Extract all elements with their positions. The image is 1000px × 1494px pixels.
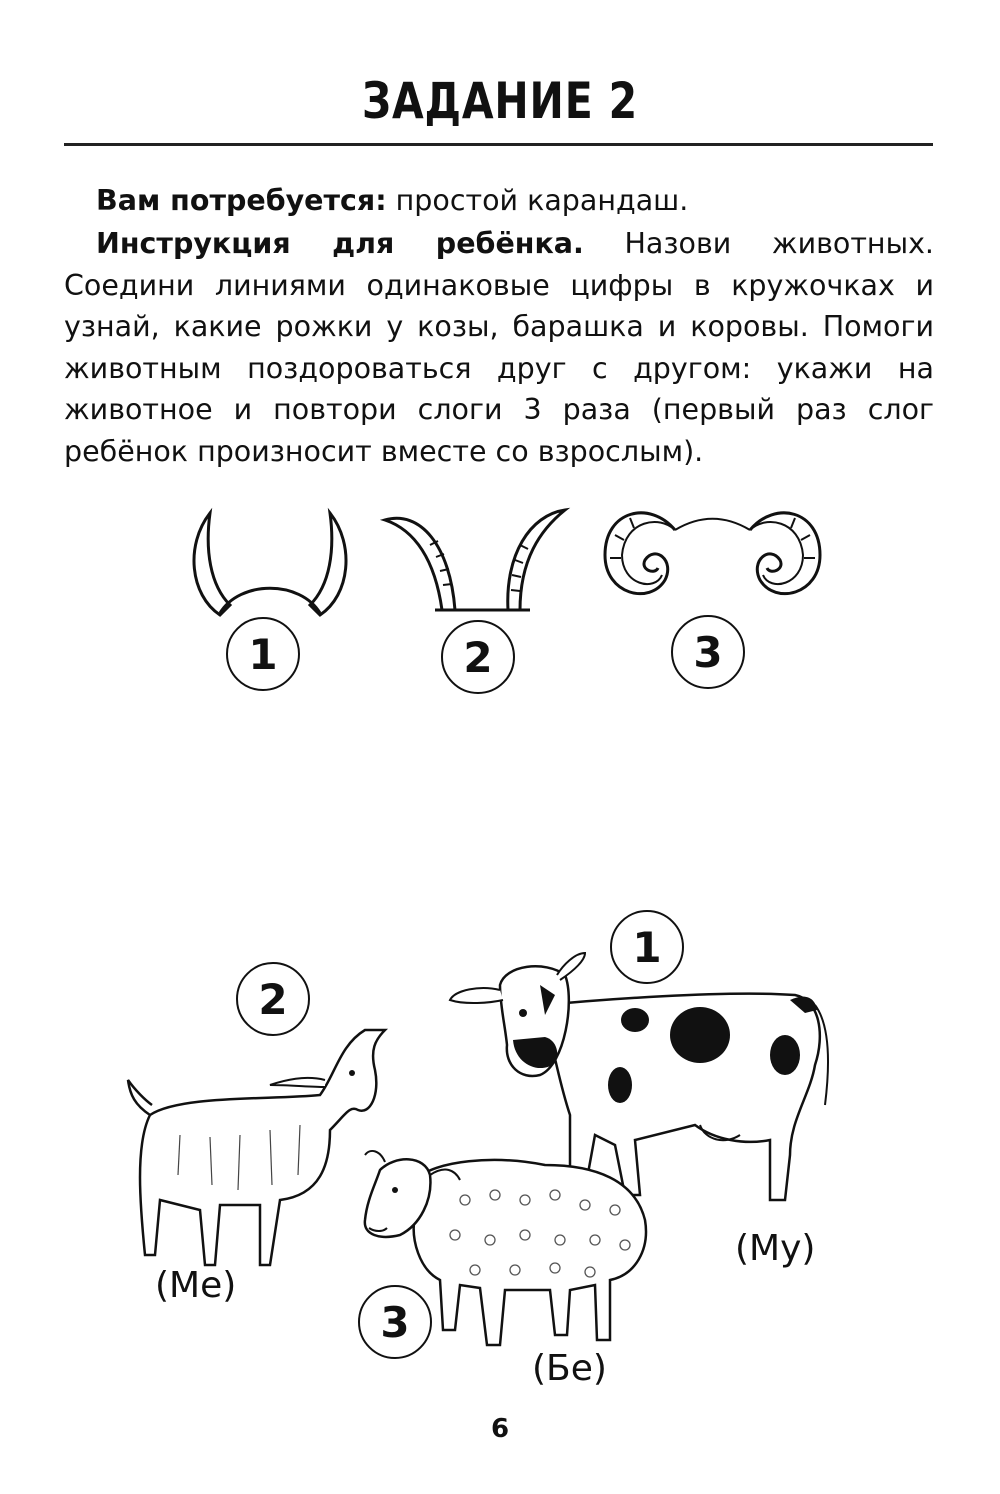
- cow-horns-icon: [180, 505, 360, 625]
- goat-icon: [120, 1025, 395, 1280]
- title-divider: [64, 143, 933, 146]
- needs-paragraph: [64, 180, 934, 222]
- horn-number-badge: 1: [226, 617, 300, 691]
- instruction-paragraph: [64, 223, 934, 472]
- instruction-text: Назови животных. Соедини линиями одинаковые цифры в кружочках и узнай, какие рожки у козы, барашка и коровы. Помоги животным поздороваться друг с другом: укажи на животное и повтори слоги 3 раза (первый раз слог ребёнок произносит вместе со взрослым).: [64, 227, 934, 468]
- cow-sound: (Му): [735, 1228, 816, 1269]
- cow-number-badge: 1: [610, 910, 684, 984]
- goat-number-badge: 2: [236, 962, 310, 1036]
- goat-horns-icon: [380, 505, 570, 615]
- sheep-sound: (Бе): [532, 1348, 607, 1389]
- horn-number-badge: 2: [441, 620, 515, 694]
- sheep-number-badge: 3: [358, 1285, 432, 1359]
- needs-label: Вам потребуется:: [96, 184, 387, 217]
- needs-value: простой карандаш.: [386, 184, 689, 217]
- goat-sound: (Ме): [155, 1265, 237, 1306]
- ram-horns-icon: [600, 500, 825, 615]
- page-title: ЗАДАНИЕ 2: [362, 72, 638, 130]
- page-number: 6: [490, 1414, 510, 1444]
- horn-number-badge: 3: [671, 615, 745, 689]
- instruction-label: Инструкция для ребёнка.: [96, 227, 584, 260]
